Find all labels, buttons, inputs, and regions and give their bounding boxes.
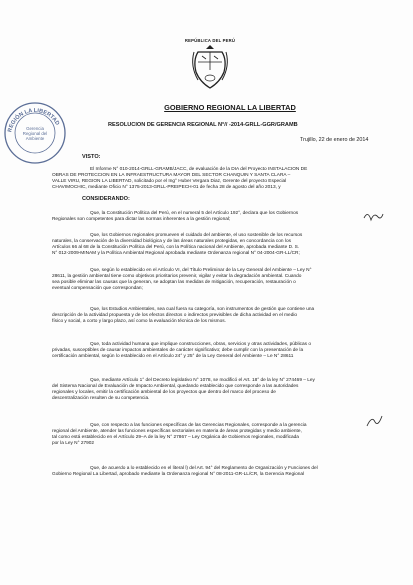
text-line: VALLE VIRU, REGION LA LIBERTAD, solicitado por el Ing° Huber Vergara Diaz, Gerente del proyecto Especial [52,179,287,185]
paragraph-1 [52,211,385,223]
text-line: Artículos 66 al 68 de la Constitución Política del Perú, con la Política nacional del Ambiente, aprobada mediante D. S. [52,245,300,251]
text-line: naturales, la conservación de la diversidad biológica y de las áreas naturales protegidas, en concordancia con los [52,239,291,245]
text-line: descentralización resulten de su competencia. [52,396,150,402]
text-line: regional del Ambiente, atender las funciones específicas sectoriales en materia de áreas protegidas y medio ambiente, [52,429,302,435]
paragraph-8 [52,466,385,478]
text-line: regionales y locales, emitir la certificación ambiental de los proyectos que dentro del marco del proceso de [52,390,276,396]
national-shield-icon [188,38,232,94]
handwritten-initial-icon [362,208,384,226]
text-line: Que, los Gobiernos regionales promueven el cuidado del ambiente, el uso sostenible de los recursos [90,233,303,238]
document-date: Trujillo, 22 de enero de 2014 [300,137,369,143]
text-line: OBRAS DE PROTECCION EN LA INFRAESTRUCTURA MAYOR DEL SECTOR CHANQUIN Y SANTA CLARA – [52,173,291,179]
text-line: El Informe N° 010-2014-GRLL-GRAMB/JACC, de evaluación de la DIA del Proyecto INSTALACION DE [90,167,308,172]
seal-outer-text: REGIÓN LA LIBERTAD [7,107,61,133]
seal-inner-text: Gerencia Regional del Ambiente [22,126,48,141]
text-line: CHAVIMOCHIC, mediante Oficio N° 1375-2013-GRLL-PREIPECH-01 de fecha 28 de agosto del año 2013, y [52,185,281,191]
paragraph-7 [52,423,385,447]
text-line: Que, los Estudios Ambientales, sea cual fuera su categoría, son instrumentos de gestión que contiene una [90,307,315,312]
text-line: Que, según lo establecido en el Artículo VI, del Título Preliminar de la Ley General del Ambiente – Ley N° [90,268,312,273]
paragraph-3 [52,268,385,292]
resolution-number: RESOLUCION DE GERENCIA REGIONAL N°// -2014-GRLL-GGR/GRAMB [108,122,298,128]
text-line: Que, mediante Artículo 1° del Decreto legislativo N° 1078, se modificó el Art. 18° de la ley N° 274469 – Ley [90,378,315,383]
text-line: Que, toda actividad humana que implique construcciones, obras, servicios y otras actividades, públicas o [90,342,311,347]
text-line: descripción de la actividad propuesta y de los efectos directos o indirectos previsibles de dicha actividad en el medio [52,313,298,319]
paragraph-5 [52,342,385,360]
paragraph-4 [52,307,385,325]
text-line: del Sistema Nacional de Evaluación de Impacto Ambiental, quedando establecido que corresponde a las autoridades [52,384,299,390]
regional-seal-icon [2,100,68,166]
text-line: por la Ley N° 27902 [52,441,95,447]
text-line: N° 012-2009-MINAM y la Política Ambiental Regional aprobada mediante Ordenanza regional N° 04-2004-GR-LL/CR; [52,251,300,257]
text-line: 28611, la gestión ambiental tiene como objetivos prioritarios prevenir, vigilar y evitar la degradación ambiental. Cuando [52,274,302,280]
document-title: GOBIERNO REGIONAL LA LIBERTAD [164,103,296,112]
text-line: sea posible eliminar las causas que la generan, se adoptan las medidas de mitigación, recuperación, restauración o [52,280,296,286]
paragraph-6 [52,378,385,402]
text-line: Que, de acuerdo a lo establecido en el literal l) del Art. 94° del Reglamento de Organización y Funciones del [90,466,318,471]
handwritten-initial-icon [364,412,384,430]
text-line: Que, la Constitución Política del Perú, en el numeral 5 del Artículo 192°, declara que los Gobiernos [90,211,299,216]
section-visto: VISTO: [82,154,101,160]
section-considerando: CONSIDERANDO: [82,196,130,202]
text-line: Regionales son competentes para dictar las normas inherentes a la gestión regional; [52,217,231,223]
paragraph-visto [52,167,385,191]
text-line: Gobierno Regional La Libertad, aprobado mediante la Ordenanza regional N° 08-2011-GR-LL/CR, la Gerencia Regional [52,472,305,478]
text-line: físico y social, a corto y largo plazo, así como la evaluación técnica de los mismos. [52,319,226,325]
text-line: eventual compensación que correspondan; [52,286,143,292]
text-line: privadas, susceptibles de causar impactos ambientales de carácter significativo; debe cumplir con la presentación de la [52,348,304,354]
text-line: Que, con respecto a las funciones específicas de las Gerencias Regionales, corresponde a la gerencia [90,423,307,428]
crest-caption: REPÚBLICA DEL PERÚ [184,38,236,43]
text-line: tal como está establecido en el Artículo 29–A de la ley N° 27867 – Ley Orgánica de Gobiernos regionales, modificada [52,435,299,441]
text-line: certificación ambiental, según lo establecido en el Artículo 24° y 25° de la Ley General del Ambiente – Le N° 28611 [52,354,294,360]
paragraph-2 [52,233,385,257]
